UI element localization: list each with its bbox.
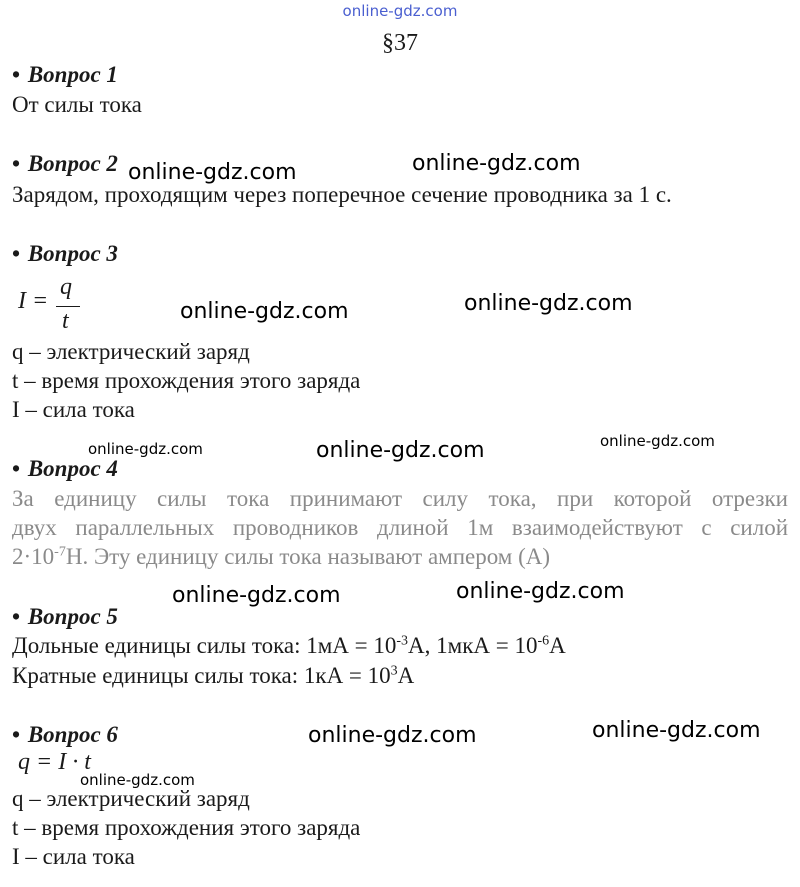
watermark: online-gdz.com <box>80 771 195 789</box>
question-5-title: Вопрос 5 <box>27 604 118 629</box>
definition-t: t – время прохождения этого заряда <box>12 368 361 393</box>
question-3-heading <box>12 241 118 267</box>
question-1-title: Вопрос 1 <box>27 62 118 87</box>
multiple-units: Кратные единицы силы тока: $1кА = 10^3А$ <box>12 663 415 688</box>
site-header[interactable]: online-gdz.com <box>342 2 458 20</box>
question-2-heading <box>12 151 118 177</box>
answer-2-text: Зарядом, проходящим через поперечное сечение проводника за 1 с. <box>12 182 672 207</box>
watermark: online-gdz.com <box>412 151 581 176</box>
question-3-title: Вопрос 3 <box>27 241 118 266</box>
definition-q: q – электрический заряд <box>12 339 250 364</box>
definition-t-2: t – время прохождения этого заряда <box>12 815 361 840</box>
formula-lhs: I = <box>18 288 49 314</box>
question-5-heading <box>12 604 118 630</box>
bullet: • <box>12 151 21 176</box>
watermark: online-gdz.com <box>180 299 349 324</box>
watermark: online-gdz.com <box>172 583 341 608</box>
submultiple-units: Дольные единицы силы тока: $1мА = 10^{-3}А$, $1мкА = 10^{-6}А$ <box>12 633 566 658</box>
question-2-title: Вопрос 2 <box>27 151 118 176</box>
question-6-title: Вопрос 6 <box>27 722 118 747</box>
watermark: online-gdz.com <box>128 160 297 185</box>
question-6-heading <box>12 722 118 748</box>
question-1-heading <box>12 62 118 88</box>
watermark: online-gdz.com <box>456 579 625 604</box>
definition-i: I – сила тока <box>12 397 135 422</box>
answer-4-line-3: $2\cdot 10^{-7}Н$. Эту единицу силы тока называют ампером (А) <box>12 544 551 569</box>
bullet: • <box>12 456 21 481</box>
bullet: • <box>12 241 21 266</box>
charge-formula: q = I · t <box>18 749 91 775</box>
bullet: • <box>12 604 21 629</box>
question-4-title: Вопрос 4 <box>27 456 118 481</box>
watermark: online-gdz.com <box>316 438 485 463</box>
answer-1-text: От силы тока <box>12 92 142 117</box>
definition-q-2: q – электрический заряд <box>12 786 250 811</box>
fraction-bar <box>56 306 80 307</box>
question-4-heading <box>12 456 118 482</box>
current-formula <box>18 276 108 336</box>
section-title: §37 <box>382 30 418 56</box>
watermark: online-gdz.com <box>308 723 477 748</box>
watermark: online-gdz.com <box>592 718 761 743</box>
bullet: • <box>12 62 21 87</box>
answer-4-line-2: двух параллельных проводников длиной 1м взаимодействуют с силой <box>12 515 788 540</box>
watermark: online-gdz.com <box>88 440 203 458</box>
watermark: online-gdz.com <box>600 432 715 450</box>
watermark: online-gdz.com <box>464 291 633 316</box>
formula-denominator: t <box>62 308 69 334</box>
answer-4-line-1: За единицу силы тока принимают силу тока, при которой отрезки <box>12 486 788 511</box>
bullet: • <box>12 722 21 747</box>
definition-i-2: I – сила тока <box>12 844 135 869</box>
formula-numerator: q <box>60 274 72 300</box>
